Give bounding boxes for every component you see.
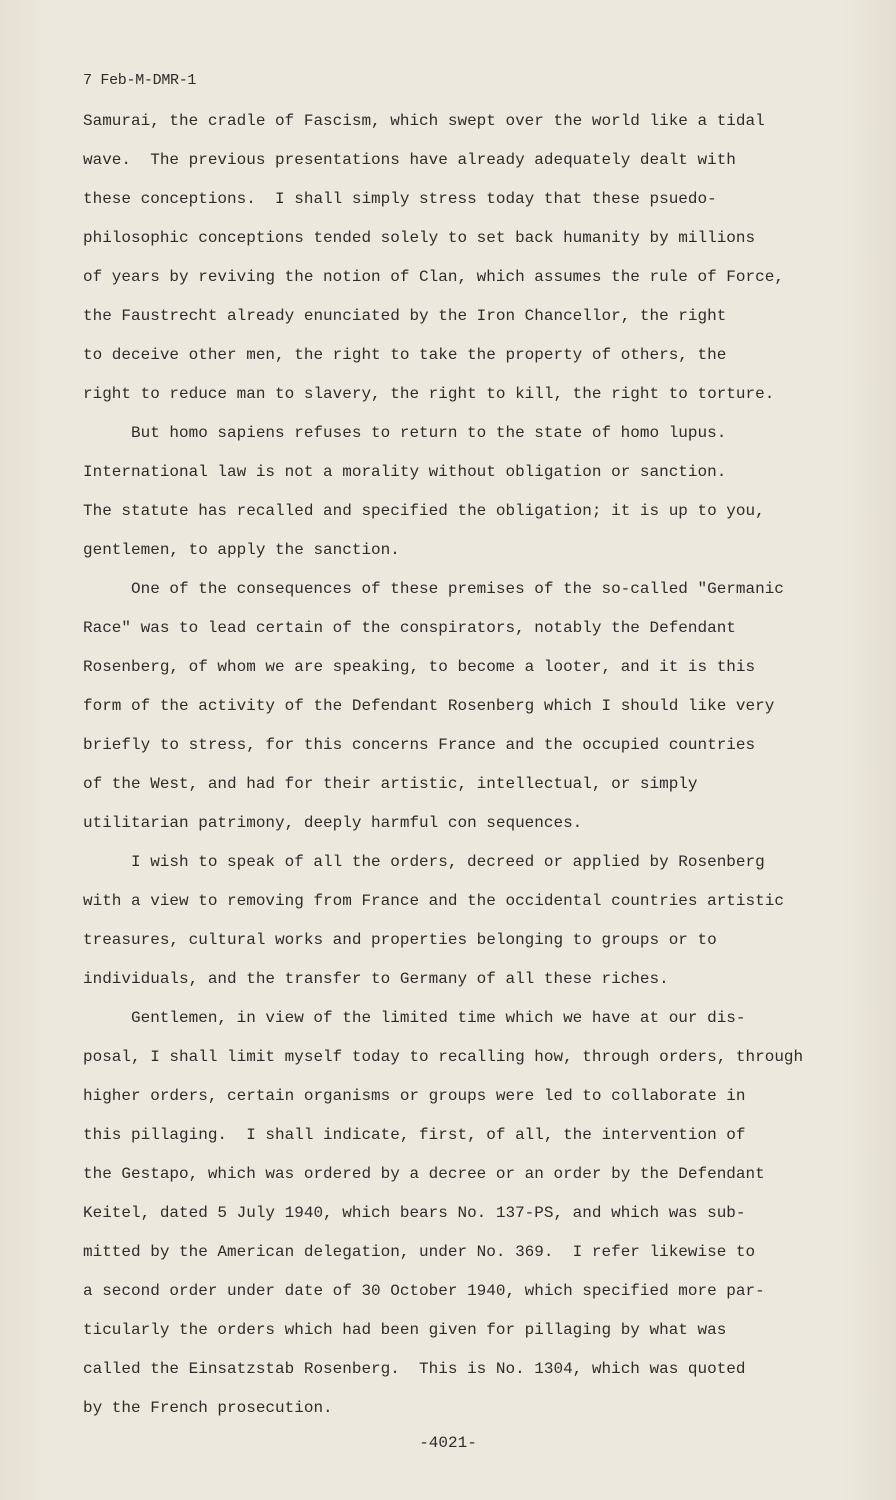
- text-line: with a view to removing from France and the occidental countries artistic: [83, 892, 784, 910]
- text-line: International law is not a morality without obligation or sanction.: [83, 463, 727, 481]
- text-line: Gentlemen, in view of the limited time which we have at our dis-: [131, 1009, 746, 1027]
- text-line: Race" was to lead certain of the conspirators, notably the Defendant: [83, 619, 736, 637]
- text-line: The statute has recalled and specified the obligation; it is up to you,: [83, 502, 765, 520]
- text-line: higher orders, certain organisms or groups were led to collaborate in: [83, 1087, 746, 1105]
- paragraph: [83, 570, 823, 843]
- text-line: to deceive other men, the right to take the property of others, the: [83, 346, 727, 364]
- text-line: this pillaging. I shall indicate, first, of all, the intervention of: [83, 1126, 746, 1144]
- paragraph: [83, 102, 823, 414]
- text-line: by the French prosecution.: [83, 1399, 333, 1417]
- text-line: called the Einsatzstab Rosenberg. This is No. 1304, which was quoted: [83, 1360, 746, 1378]
- text-line: the Gestapo, which was ordered by a decree or an order by the Defendant: [83, 1165, 765, 1183]
- page-number: -4021-: [419, 1434, 477, 1452]
- text-line: Keitel, dated 5 July 1940, which bears No. 137-PS, and which was sub-: [83, 1204, 746, 1222]
- text-line: right to reduce man to slavery, the right to kill, the right to torture.: [83, 385, 775, 403]
- text-line: Samurai, the cradle of Fascism, which swept over the world like a tidal: [83, 112, 765, 130]
- paragraph: [83, 843, 823, 999]
- text-line: I wish to speak of all the orders, decreed or applied by Rosenberg: [131, 853, 765, 871]
- text-line: But homo sapiens refuses to return to the state of homo lupus.: [131, 424, 727, 442]
- text-line: the Faustrecht already enunciated by the Iron Chancellor, the right: [83, 307, 727, 325]
- text-line: posal, I shall limit myself today to recalling how, through orders, through: [83, 1048, 804, 1066]
- text-line: form of the activity of the Defendant Rosenberg which I should like very: [83, 697, 775, 715]
- text-line: ticularly the orders which had been given for pillaging by what was: [83, 1321, 727, 1339]
- text-line: One of the consequences of these premises of the so-called "Germanic: [131, 580, 784, 598]
- text-line: briefly to stress, for this concerns France and the occupied countries: [83, 736, 756, 754]
- text-line: mitted by the American delegation, under No. 369. I refer likewise to: [83, 1243, 756, 1261]
- paragraph: [83, 999, 823, 1428]
- text-line: philosophic conceptions tended solely to set back humanity by millions: [83, 229, 756, 247]
- document-body: [83, 102, 823, 1428]
- text-line: of years by reviving the notion of Clan, which assumes the rule of Force,: [83, 268, 784, 286]
- paragraph: [83, 414, 823, 570]
- text-line: utilitarian patrimony, deeply harmful con sequences.: [83, 814, 583, 832]
- document-header: 7 Feb-M-DMR-1: [83, 72, 197, 89]
- text-line: a second order under date of 30 October 1940, which specified more par-: [83, 1282, 765, 1300]
- text-line: gentlemen, to apply the sanction.: [83, 541, 400, 559]
- text-line: individuals, and the transfer to Germany of all these riches.: [83, 970, 669, 988]
- text-line: treasures, cultural works and properties belonging to groups or to: [83, 931, 717, 949]
- text-line: wave. The previous presentations have already adequately dealt with: [83, 151, 736, 169]
- text-line: these conceptions. I shall simply stress today that these psuedo-: [83, 190, 717, 208]
- text-line: Rosenberg, of whom we are speaking, to become a looter, and it is this: [83, 658, 756, 676]
- text-line: of the West, and had for their artistic, intellectual, or simply: [83, 775, 698, 793]
